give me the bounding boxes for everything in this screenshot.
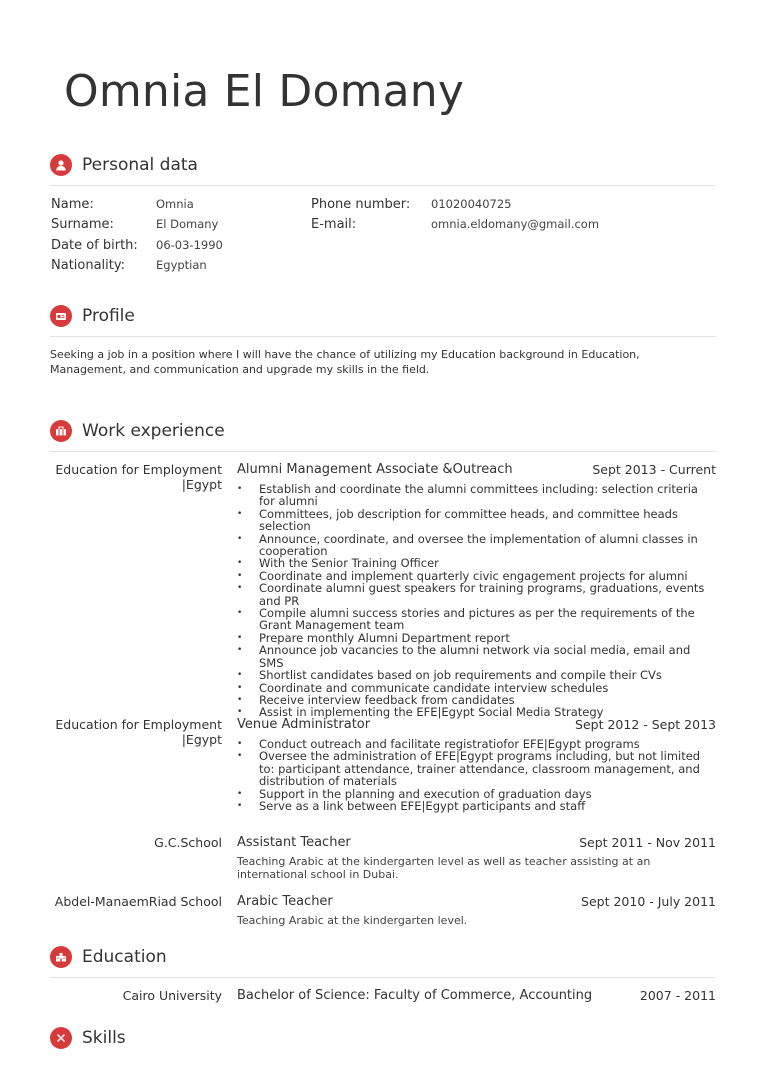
briefcase-icon <box>50 420 72 442</box>
duty-item: • With the Senior Training Officer <box>237 557 717 569</box>
job-title: Assistant Teacher <box>237 835 351 850</box>
duty-item: • Oversee the administration of EFE|Egypt programs including, but not limited to: participant attendance, trainer attendance, classroom management, and distribution of materials <box>237 750 707 787</box>
duty-item: • Coordinate and implement quarterly civic engagement projects for alumni <box>237 570 717 582</box>
surname-label: Surname: <box>51 217 114 232</box>
section-title: Skills <box>82 1028 126 1048</box>
duty-item: • Prepare monthly Alumni Department report <box>237 632 717 644</box>
dob-value: 06-03-1990 <box>156 238 223 252</box>
job-description: Teaching Arabic at the kindergarten level as well as teacher assisting at an international school in Dubai. <box>237 855 651 881</box>
duty-item: • Compile alumni success stories and pictures as per the requirements of the Grant Management team <box>237 607 717 632</box>
divider <box>50 185 716 186</box>
tools-icon <box>50 1027 72 1049</box>
divider <box>50 977 716 978</box>
nationality-label: Nationality: <box>51 258 126 273</box>
job-title: Alumni Management Associate &Outreach <box>237 462 513 477</box>
phone-label: Phone number: <box>311 197 411 212</box>
duties-list <box>237 483 717 719</box>
duty-item: • Conduct outreach and facilitate registratiofor EFE|Egypt programs <box>237 738 707 750</box>
work-experience-header <box>50 420 225 442</box>
divider <box>50 451 716 452</box>
section-title: Work experience <box>82 421 225 441</box>
school-icon <box>50 946 72 968</box>
school-name: Cairo University <box>122 988 222 1003</box>
job-title: Venue Administrator <box>237 717 371 732</box>
employer-name: Education for Employment |Egypt <box>55 717 222 747</box>
employer-name: Education for Employment |Egypt <box>55 462 222 492</box>
name-value: Omnia <box>156 197 194 211</box>
degree: Bachelor of Science: Faculty of Commerce, Accounting <box>237 988 593 1003</box>
section-title: Education <box>82 947 167 967</box>
profile-text: Seeking a job in a position where I will have the chance of utilizing my Education background in Education, Management, and communication and upgrade my skills in the field. <box>50 348 640 376</box>
duty-item: • Establish and coordinate the alumni committees including: selection criteria for alumni <box>237 483 717 508</box>
job-title: Arabic Teacher <box>237 894 333 909</box>
duty-item: • Coordinate alumni guest speakers for training programs, graduations, events and PR <box>237 582 717 607</box>
dob-label: Date of birth: <box>51 238 138 253</box>
name-label: Name: <box>51 197 94 212</box>
job-date: Sept 2010 - July 2011 <box>581 894 716 909</box>
personal-data-header <box>50 154 198 176</box>
duty-item: • Coordinate and communicate candidate interview schedules <box>237 682 717 694</box>
duty-item: • Receive interview feedback from candidates <box>237 694 717 706</box>
job-date: Sept 2011 - Nov 2011 <box>579 835 716 850</box>
phone-value: 01020040725 <box>431 197 512 211</box>
duty-item: • Announce job vacancies to the alumni network via social media, email and SMS <box>237 644 717 669</box>
duty-item: • Committees, job description for committee heads, and committee heads selection <box>237 508 717 533</box>
education-header <box>50 946 167 968</box>
section-title: Personal data <box>82 155 198 175</box>
resume-name: Omnia El Domany <box>64 66 465 117</box>
surname-value: El Domany <box>156 217 219 231</box>
duty-item: • Serve as a link between EFE|Egypt participants and staff <box>237 800 707 812</box>
profile-header <box>50 305 135 327</box>
employer-name: G.C.School <box>154 835 222 850</box>
duties-list <box>237 738 707 812</box>
section-title: Profile <box>82 306 135 326</box>
id-card-icon <box>50 305 72 327</box>
email-value: omnia.eldomany@gmail.com <box>431 217 600 231</box>
person-icon <box>50 154 72 176</box>
duty-item: • Support in the planning and execution of graduation days <box>237 788 707 800</box>
job-description: Teaching Arabic at the kindergarten level. <box>237 914 468 927</box>
divider <box>50 336 716 337</box>
skills-header <box>50 1027 126 1049</box>
employer-name: Abdel-ManaemRiad School <box>54 894 222 909</box>
email-label: E-mail: <box>311 217 357 232</box>
job-date: Sept 2013 - Current <box>592 462 716 477</box>
nationality-value: Egyptian <box>156 258 207 272</box>
duty-item: • Shortlist candidates based on job requirements and compile their CVs <box>237 669 717 681</box>
duty-item: • Assist in implementing the EFE|Egypt Social Media Strategy <box>237 706 717 718</box>
duty-item: • Announce, coordinate, and oversee the implementation of alumni classes in cooperation <box>237 533 717 558</box>
job-date: Sept 2012 - Sept 2013 <box>575 717 716 732</box>
education-date: 2007 - 2011 <box>639 988 716 1003</box>
